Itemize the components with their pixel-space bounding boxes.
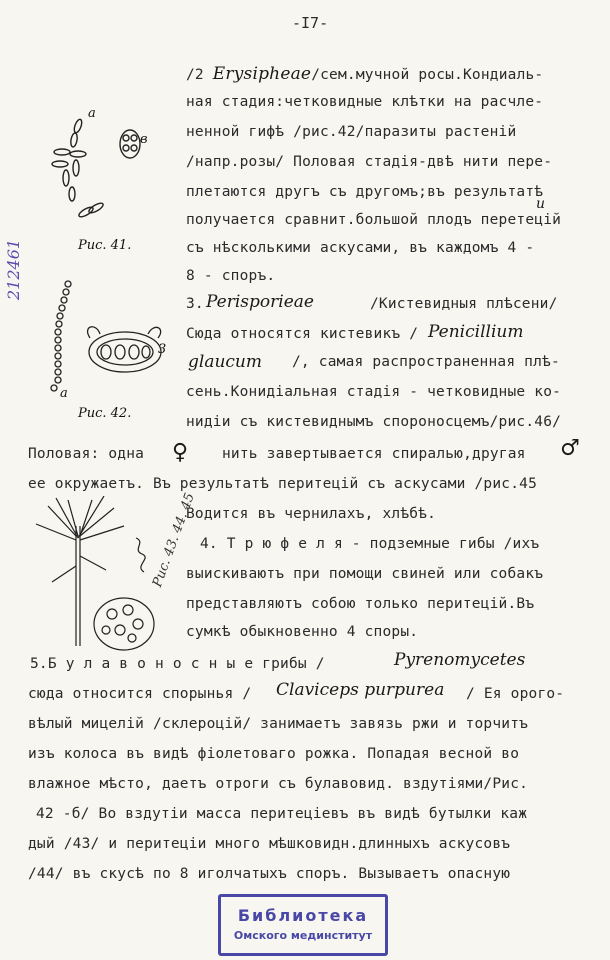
figure-43-caption: Рис. 43. 44. 45 (150, 491, 198, 590)
text-line-25: влажное мѣсто, даетъ отроги съ булавовид. вздутiями/Рис. (28, 776, 529, 792)
text-line-17: 4. Т р ю ф е л я - подземные гибы /ихъ (200, 536, 540, 552)
stamp-line-1: Библиотека (237, 906, 369, 925)
handwritten-insert-i: и (536, 196, 546, 212)
text-line-27: дый /43/ и перитецiи много мѣшковидн.длинныхъ аскусовъ (28, 836, 511, 852)
text-line-6: получается сравнит.большой плодъ перетецiй (186, 212, 562, 228)
text-line-9b: /Кистевидныя плѣсени/ (370, 296, 558, 312)
text-line-22: сюда относится спорынья / (28, 686, 252, 702)
latin-name-perisporieae: Perisporieae (206, 292, 314, 312)
text-line-14b: нить завертывается спиралью,другая (222, 446, 526, 462)
text-line-28: /44/ въ скусѣ по 8 иголчатыхъ споръ. Вызываетъ опасную (28, 866, 511, 882)
text-line-4: /напр.розы/ Половая стадiя-двѣ нити пере- (186, 154, 553, 170)
text-line-22b: / Ея орого- (466, 686, 565, 702)
text-line-3: ненной гифѣ /рис.42/паразиты растенiй (186, 124, 517, 140)
text-line-14: Половая: одна (28, 446, 145, 462)
library-stamp (218, 894, 388, 956)
line-1-text: /сем.мучной росы.Кондиаль- (311, 67, 544, 83)
figure-label-a: а (88, 106, 96, 121)
stamp-line-2: Омского мединститут (233, 929, 373, 942)
figure-41-drawing (38, 108, 163, 228)
text-line-2: ная стадия:четковидные клѣтки на расчле- (186, 94, 544, 110)
figure-label-3: 3 (158, 342, 167, 357)
text-line-9 (186, 296, 204, 312)
text-line-15: ее окружаетъ. Въ результатѣ перитецiй съ аскусами /рис.45 (28, 476, 537, 492)
text-line-18: выискиваютъ при помощи свиней или собакъ (186, 566, 544, 582)
latin-name-penicillium: Penicillium (428, 322, 524, 342)
latin-name-pyrenomycetes: Pyrenomycetes (394, 650, 526, 670)
text-line-11: /, самая распространенная плѣ- (292, 354, 560, 370)
text-line-8: 8 - споръ. (186, 268, 276, 284)
page-number: -I7- (292, 14, 329, 32)
latin-name-glaucum: glaucum (188, 352, 262, 372)
figure-label-a2: а (60, 386, 68, 401)
figure-label-b: в (140, 132, 148, 147)
item-number: /2 (186, 67, 213, 83)
text-line-24: изъ колоса въ видѣ фiолетоваго рожка. Попадая весной во (28, 746, 520, 762)
margin-catalog-number: 212461 (4, 238, 23, 300)
text-line-16: Водится въ чернилахъ, хлѣбѣ. (186, 506, 437, 522)
female-symbol: ♀ (172, 440, 189, 465)
figure-41-caption: Рис. 41. (78, 238, 132, 253)
text-line-7: съ нѣсколькими аскусами, въ каждомъ 4 - (186, 240, 535, 256)
text-line-20: сумкѣ обыкновенно 4 споры. (186, 624, 419, 640)
text-line-23: вѣлый мицелiй /склероцiй/ занимаетъ завязь ржи и торчитъ (28, 716, 529, 732)
text-line-10: Сюда относятся кистевикъ / (186, 326, 419, 342)
text-line-12: сень.Конидiальная стадiя - четковидные ко- (186, 384, 562, 400)
text-line-1 (186, 64, 543, 84)
figure-42-caption: Рис. 42. (78, 406, 132, 421)
text-line-21: 5.Б у л а в о н о с н ы е грибы / (30, 656, 325, 672)
item-number-3: 3. (186, 296, 204, 312)
text-line-19: представляютъ собою только перитецiй.Въ (186, 596, 535, 612)
male-symbol: ♂ (560, 436, 580, 461)
latin-name-claviceps: Claviceps purpurea (276, 680, 445, 700)
text-line-5: плетаются другъ съ другомъ;въ результатѣ (186, 184, 544, 200)
latin-name-erysipheae: Erysipheae (212, 64, 312, 84)
text-line-13: нидiи съ кистевиднымъ спороносцемъ/рис.46/ (186, 414, 562, 430)
text-line-26: 42 -б/ Во вздутiи масса перитецiевъ въ видѣ бутылки каж (36, 806, 528, 822)
